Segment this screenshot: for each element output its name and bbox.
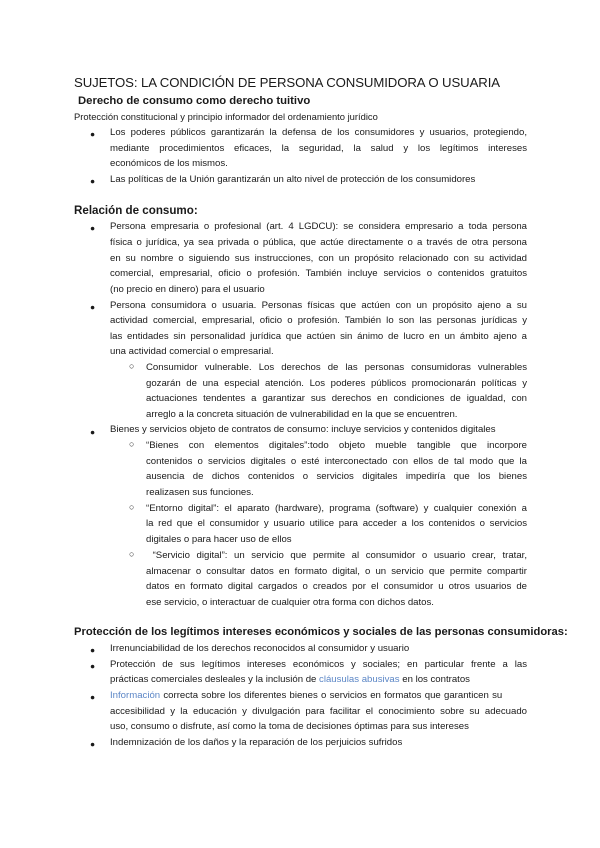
sub-list-item-text: arreglo a la concreta situación de vulnerabilidad en la que se encuentren.	[146, 409, 458, 420]
list-item-text: en su nombre o siguiendo sus instrucciones, con un propósito relacionado con su actividad	[110, 253, 527, 264]
bullet-icon: ●	[90, 129, 96, 139]
list-item-text: (no precio en dinero) para el usuario	[110, 284, 265, 295]
bullet-icon: ●	[90, 661, 96, 671]
list-item-text: Persona empresaria o profesional (art. 4 LGDCU): se considera empresario a toda persona	[110, 221, 527, 232]
list-item-text: física o jurídica, ya sea privada o pública, que actúe directamente o a través de otra persona	[110, 237, 527, 248]
bullet-icon: ●	[90, 223, 96, 233]
sub-list-item-text: realizasen sus funciones.	[146, 487, 254, 498]
sub-list-item-text: “Servicio digital”: un servicio que permite al consumidor o usuario crear, tratar,	[146, 550, 527, 561]
list-item-text: Persona consumidora o usuaria. Personas físicas que actúen con un propósito ajeno a su	[110, 300, 527, 311]
sub-list-item-text: la red que el consumidor y usuario utilice para acceder a los contenidos o servicios	[146, 518, 527, 529]
list-item-text: económicos de los mismos.	[110, 158, 228, 169]
sub-list-item-text: Consumidor vulnerable. Los derechos de las personas consumidoras vulnerables	[146, 362, 527, 373]
list-item-text: Bienes y servicios objeto de contratos de consumo: incluye servicios y contenidos digitales	[110, 424, 496, 435]
text-run: correcta sobre los diferentes bienes o servicios en formatos que garanticen su	[160, 690, 503, 701]
sub-list-item-text: actuaciones tendentes a garantizar sus derechos en condiciones de igualdad, con	[146, 393, 527, 404]
list-item-text: las entidades sin personalidad jurídica que actúen sin ánimo de lucro en un ámbito ajeno a	[110, 331, 527, 342]
bullet-icon: ●	[90, 645, 96, 655]
list-item-text: mediante procedimientos eficaces, la seguridad, la salud y los legítimos intereses	[110, 143, 527, 154]
list-item-text: Las políticas de la Unión garantizarán un alto nivel de protección de los consumidores	[110, 174, 476, 185]
list-item-text: actividad comercial, empresarial, oficio o profesión. También lo son las personas jurídicas y	[110, 315, 527, 326]
list-item-text: accesibilidad y la educación y divulgación para facilitar el conocimiento sobre su adecuado	[110, 706, 527, 717]
sub-list-item-text: ese servicio, o interactuar de cualquier otra forma con dichos datos.	[146, 597, 434, 608]
section-intro: Protección constitucional y principio informador del ordenamiento jurídico	[74, 111, 378, 122]
bullet-icon: ●	[90, 302, 96, 312]
section-heading-relacion-consumo: Relación de consumo:	[74, 204, 198, 217]
sub-list-item-text: almacenar o consultar datos en formato digital, o un servicio que permite compartir	[146, 566, 527, 577]
list-item-text: Irrenunciabilidad de los derechos reconocidos al consumidor y usuario	[110, 643, 410, 654]
list-item-text: una actividad comercial o empresarial.	[110, 346, 274, 357]
sub-bullet-icon: ○	[129, 439, 135, 449]
section-heading-proteccion: Protección de los legítimos intereses económicos y sociales de las personas consumidoras:	[74, 626, 568, 638]
link-informacion[interactable]: Información	[110, 690, 161, 701]
sub-bullet-icon: ○	[129, 549, 135, 559]
bullet-icon: ●	[90, 692, 96, 702]
link-clausulas-abusivas[interactable]: cláusulas abusivas	[319, 674, 400, 685]
bullet-icon: ●	[90, 427, 96, 437]
sub-list-item-text: gozarán de una especial atención. Los poderes públicos promocionarán políticas y	[146, 378, 527, 389]
text-run: prácticas comerciales desleales y la inclusión de	[110, 674, 320, 685]
sub-list-item-text: ausencia de dichos contenidos o servicios digitales impediría que los bienes	[146, 471, 527, 482]
sub-bullet-icon: ○	[129, 502, 135, 512]
sub-list-item-text: “Bienes con elementos digitales”:todo objeto mueble tangible que incorpore	[146, 440, 527, 451]
list-item-text: Indemnización de los daños y la reparación de los perjuicios sufridos	[110, 737, 403, 748]
sub-list-item-text: datos en formato digital cargados o creados por el consumidor u otros usuarios de	[146, 581, 527, 592]
section-heading-derecho-consumo: Derecho de consumo como derecho tuitivo	[78, 95, 311, 107]
sub-list-item-text: contenidos o servicios digitales o esté interconectado con ellos de tal modo que la	[146, 456, 527, 467]
bullet-icon: ●	[90, 739, 96, 749]
list-item-text: Protección de sus legítimos intereses económicos y sociales; en particular frente a las	[110, 659, 527, 670]
list-item-text: Los poderes públicos garantizarán la defensa de los consumidores y usuarios, protegiendo,	[110, 127, 527, 138]
list-item-text	[110, 690, 527, 701]
page-title: SUJETOS: LA CONDICIÓN DE PERSONA CONSUMIDORA O USUARIA	[74, 75, 500, 90]
sub-list-item-text: “Entorno digital”: el aparato (hardware), programa (software) y cualquier conexión a	[146, 503, 527, 514]
list-item-text	[110, 674, 470, 685]
sub-bullet-icon: ○	[129, 361, 135, 371]
text-run: en los contratos	[399, 674, 470, 685]
bullet-icon: ●	[90, 176, 96, 186]
list-item-text: comercial, empresarial, oficio o profesión. También incluye servicios o contenidos gratuitos	[110, 268, 527, 279]
sub-list-item-text: digitales o para hacer uso de ellos	[146, 534, 292, 545]
list-item-text: uso, consumo o disfrute, así como la toma de decisiones óptimas para sus intereses	[110, 721, 469, 732]
